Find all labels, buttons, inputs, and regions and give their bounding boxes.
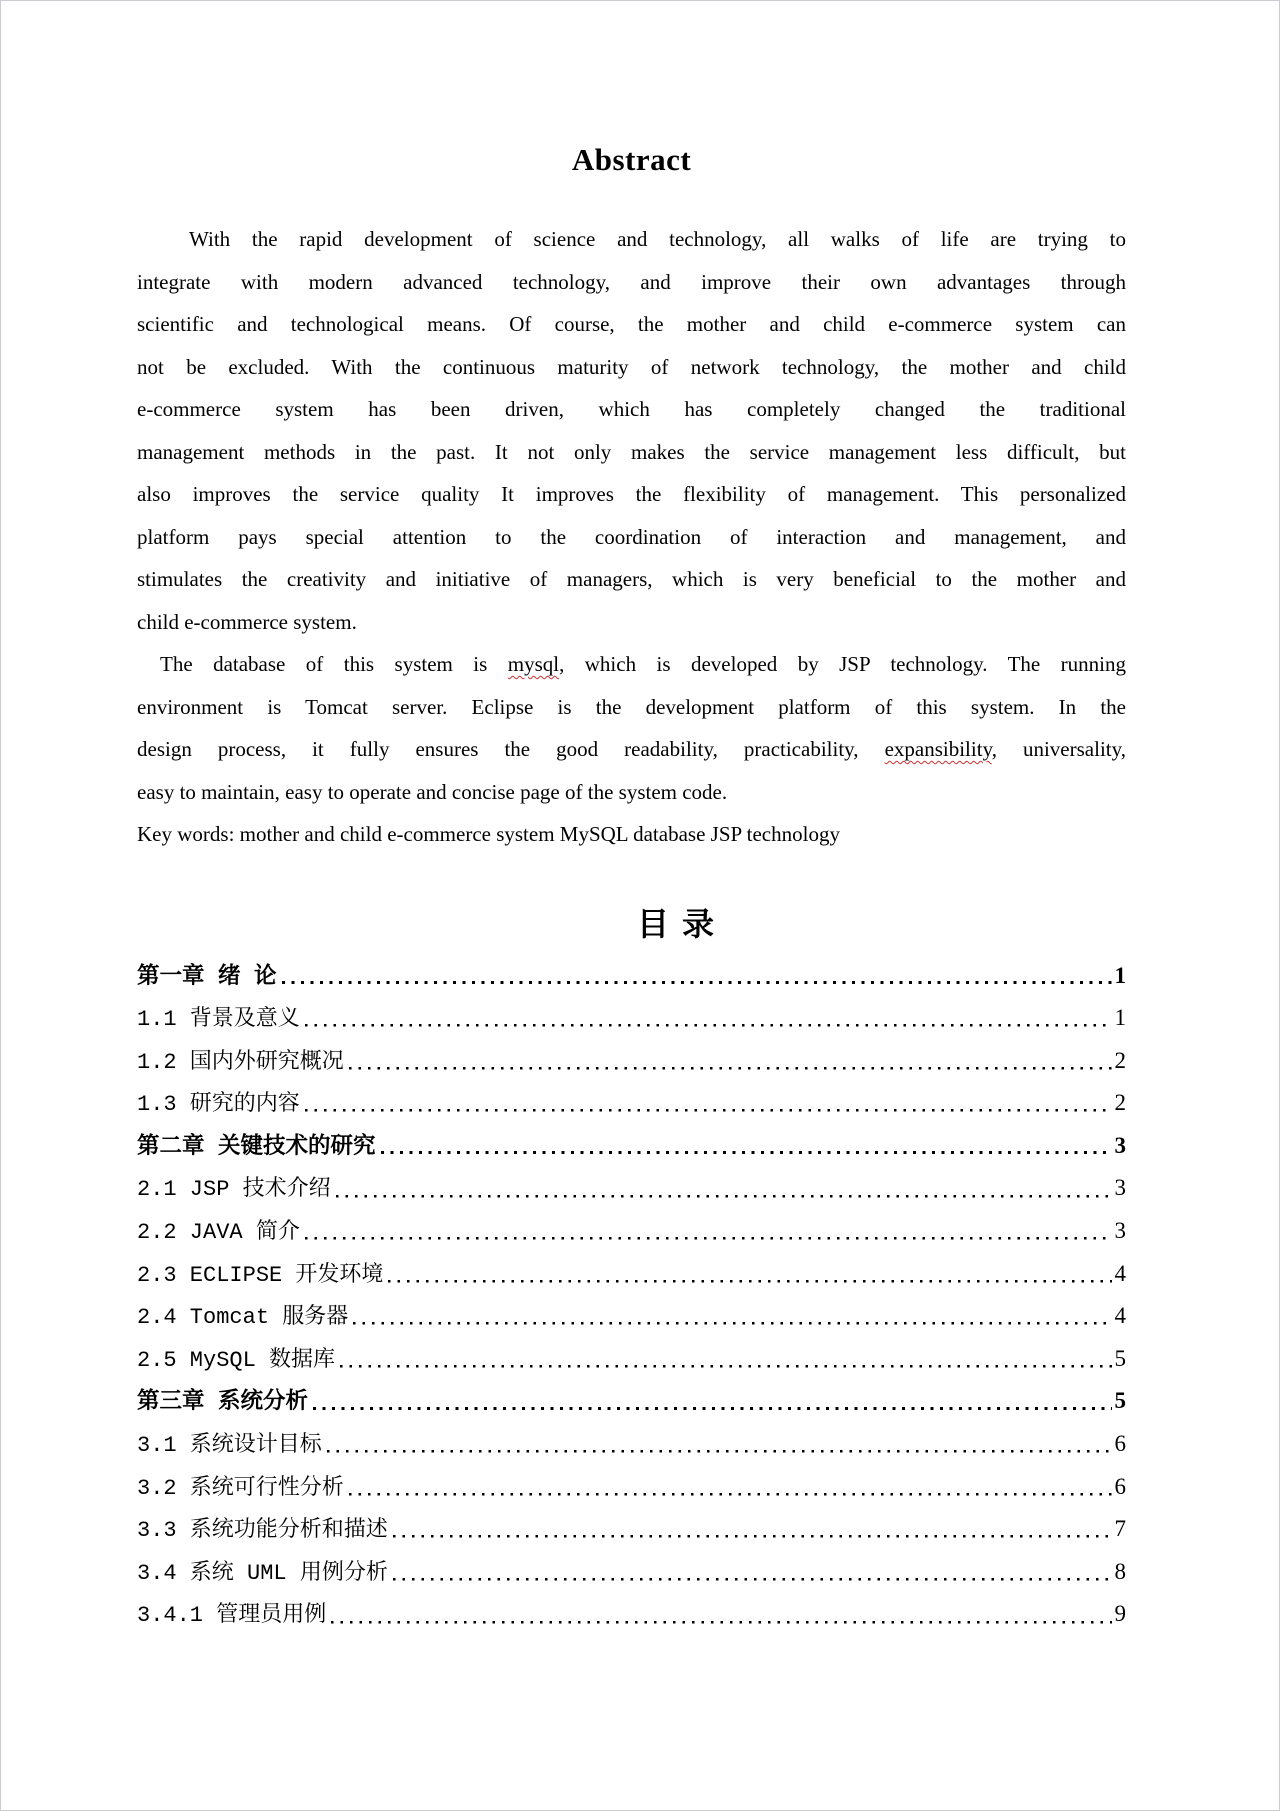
- toc-entry[interactable]: [137, 1082, 1126, 1125]
- toc-entry[interactable]: [137, 997, 1126, 1040]
- toc-entry-label: 第二章 关键技术的研究: [137, 1133, 376, 1160]
- abstract-line: integrate with modern advanced technology, and improve their own advantages through: [137, 269, 1126, 294]
- dot-leader: [349, 1466, 1112, 1509]
- page-content: [137, 1, 1126, 1636]
- toc-page-number: 1: [1114, 1005, 1126, 1031]
- toc-entry-label: 2.2 JAVA 简介: [137, 1220, 300, 1246]
- abstract-line: design process, it fully ensures the good readability, practicability, expansibility, universality,: [137, 737, 1126, 761]
- toc-entry-label: 3.3 系统功能分析和描述: [137, 1518, 388, 1544]
- toc-entry-label: 3.1 系统设计目标: [137, 1433, 322, 1459]
- toc-page-number: 2: [1114, 1090, 1126, 1116]
- abstract-paragraph-2: [137, 643, 1126, 813]
- toc-entry-label: 1.1 背景及意义: [137, 1007, 300, 1033]
- dot-leader: [305, 997, 1112, 1040]
- abstract-line: environment is Tomcat server. Eclipse is the development platform of this system. In the: [137, 694, 1126, 719]
- toc-page-number: 6: [1114, 1431, 1126, 1457]
- toc-entry[interactable]: [137, 1423, 1126, 1466]
- abstract-line: stimulates the creativity and initiative of managers, which is very beneficial to the mother and: [137, 567, 1126, 591]
- toc-entry[interactable]: [137, 1466, 1126, 1509]
- toc-page-number: 5: [1114, 1345, 1126, 1371]
- toc-page-number: 1: [1114, 962, 1126, 988]
- toc-entry[interactable]: [137, 1551, 1126, 1594]
- toc-entry[interactable]: [137, 1125, 1126, 1168]
- dot-leader: [381, 1125, 1112, 1168]
- toc-entry-label: 3.4.1 管理员用例: [137, 1603, 327, 1629]
- abstract-line: e-commerce system has been driven, which has completely changed the traditional: [137, 397, 1126, 421]
- toc-entry[interactable]: [137, 1253, 1126, 1296]
- dot-leader: [305, 1082, 1112, 1125]
- abstract-title: Abstract: [571, 142, 692, 177]
- dot-leader: [349, 1040, 1112, 1083]
- toc-entry[interactable]: [137, 955, 1126, 998]
- toc-entry-label: 1.2 国内外研究概况: [137, 1049, 344, 1075]
- toc-list: [137, 955, 1126, 1637]
- abstract-line: not be excluded. With the continuous maturity of network technology, the mother and child: [137, 354, 1126, 379]
- toc-page-number: 2: [1114, 1047, 1126, 1073]
- toc-page-number: 4: [1114, 1260, 1126, 1286]
- toc-page-number: 3: [1114, 1175, 1126, 1201]
- toc-entry[interactable]: [137, 1295, 1126, 1338]
- dot-leader: [393, 1551, 1112, 1594]
- toc-entry-label: 3.2 系统可行性分析: [137, 1475, 344, 1501]
- toc-entry-label: 3.4 系统 UML 用例分析: [137, 1560, 388, 1586]
- dot-leader: [393, 1508, 1112, 1551]
- abstract-line: also improves the service quality It improves the flexibility of management. This personalized: [137, 482, 1126, 506]
- toc-entry[interactable]: [137, 1338, 1126, 1381]
- abstract-paragraph-1: [137, 218, 1126, 643]
- toc-page-number: 4: [1114, 1303, 1126, 1329]
- dot-leader: [305, 1210, 1112, 1253]
- dot-leader: [336, 1167, 1112, 1210]
- toc-page-number: 3: [1114, 1132, 1126, 1158]
- toc-title: 目 录: [637, 905, 716, 942]
- dot-leader: [327, 1423, 1112, 1466]
- toc-entry-label: 2.3 ECLIPSE 开发环境: [137, 1262, 384, 1288]
- toc-entry-label: 2.4 Tomcat 服务器: [137, 1305, 349, 1331]
- abstract-line: The database of this system is mysql, which is developed by JSP technology. The running: [160, 652, 1126, 676]
- abstract-line: With the rapid development of science and technology, all walks of life are trying to: [189, 227, 1126, 251]
- abstract-line: management methods in the past. It not only makes the service management less difficult, but: [137, 439, 1126, 464]
- toc-entry-label: 2.1 JSP 技术介绍: [137, 1177, 331, 1203]
- toc-entry[interactable]: [137, 1593, 1126, 1636]
- dot-leader: [331, 1593, 1111, 1636]
- toc-entry-label: 第三章 系统分析: [137, 1389, 309, 1416]
- toc-entry[interactable]: [137, 1210, 1126, 1253]
- toc-page-number: 9: [1114, 1601, 1126, 1627]
- abstract-line: platform pays special attention to the coordination of interaction and management, and: [137, 524, 1126, 549]
- dot-leader: [353, 1295, 1111, 1338]
- toc-page-number: 5: [1114, 1388, 1126, 1414]
- toc-page-number: 6: [1114, 1473, 1126, 1499]
- toc-entry[interactable]: [137, 1167, 1126, 1210]
- toc-entry-label: 第一章 绪 论: [137, 963, 277, 990]
- toc-entry[interactable]: [137, 1508, 1126, 1551]
- toc-page-number: 3: [1114, 1218, 1126, 1244]
- toc-entry-label: 2.5 MySQL 数据库: [137, 1347, 336, 1373]
- dot-leader: [340, 1338, 1111, 1381]
- keywords-line: Key words: mother and child e-commerce system MySQL database JSP technology: [137, 822, 840, 846]
- dot-leader: [282, 955, 1112, 998]
- abstract-line: scientific and technological means. Of course, the mother and child e-commerce system can: [137, 312, 1126, 336]
- dot-leader: [313, 1380, 1111, 1423]
- toc-entry-label: 1.3 研究的内容: [137, 1092, 300, 1118]
- dot-leader: [388, 1253, 1111, 1296]
- toc-page-number: 8: [1114, 1558, 1126, 1584]
- toc-page-number: 7: [1114, 1516, 1126, 1542]
- toc-entry[interactable]: [137, 1380, 1126, 1423]
- abstract-line: child e-commerce system.: [137, 609, 357, 634]
- toc-entry[interactable]: [137, 1040, 1126, 1083]
- abstract-line: easy to maintain, easy to operate and concise page of the system code.: [137, 779, 728, 804]
